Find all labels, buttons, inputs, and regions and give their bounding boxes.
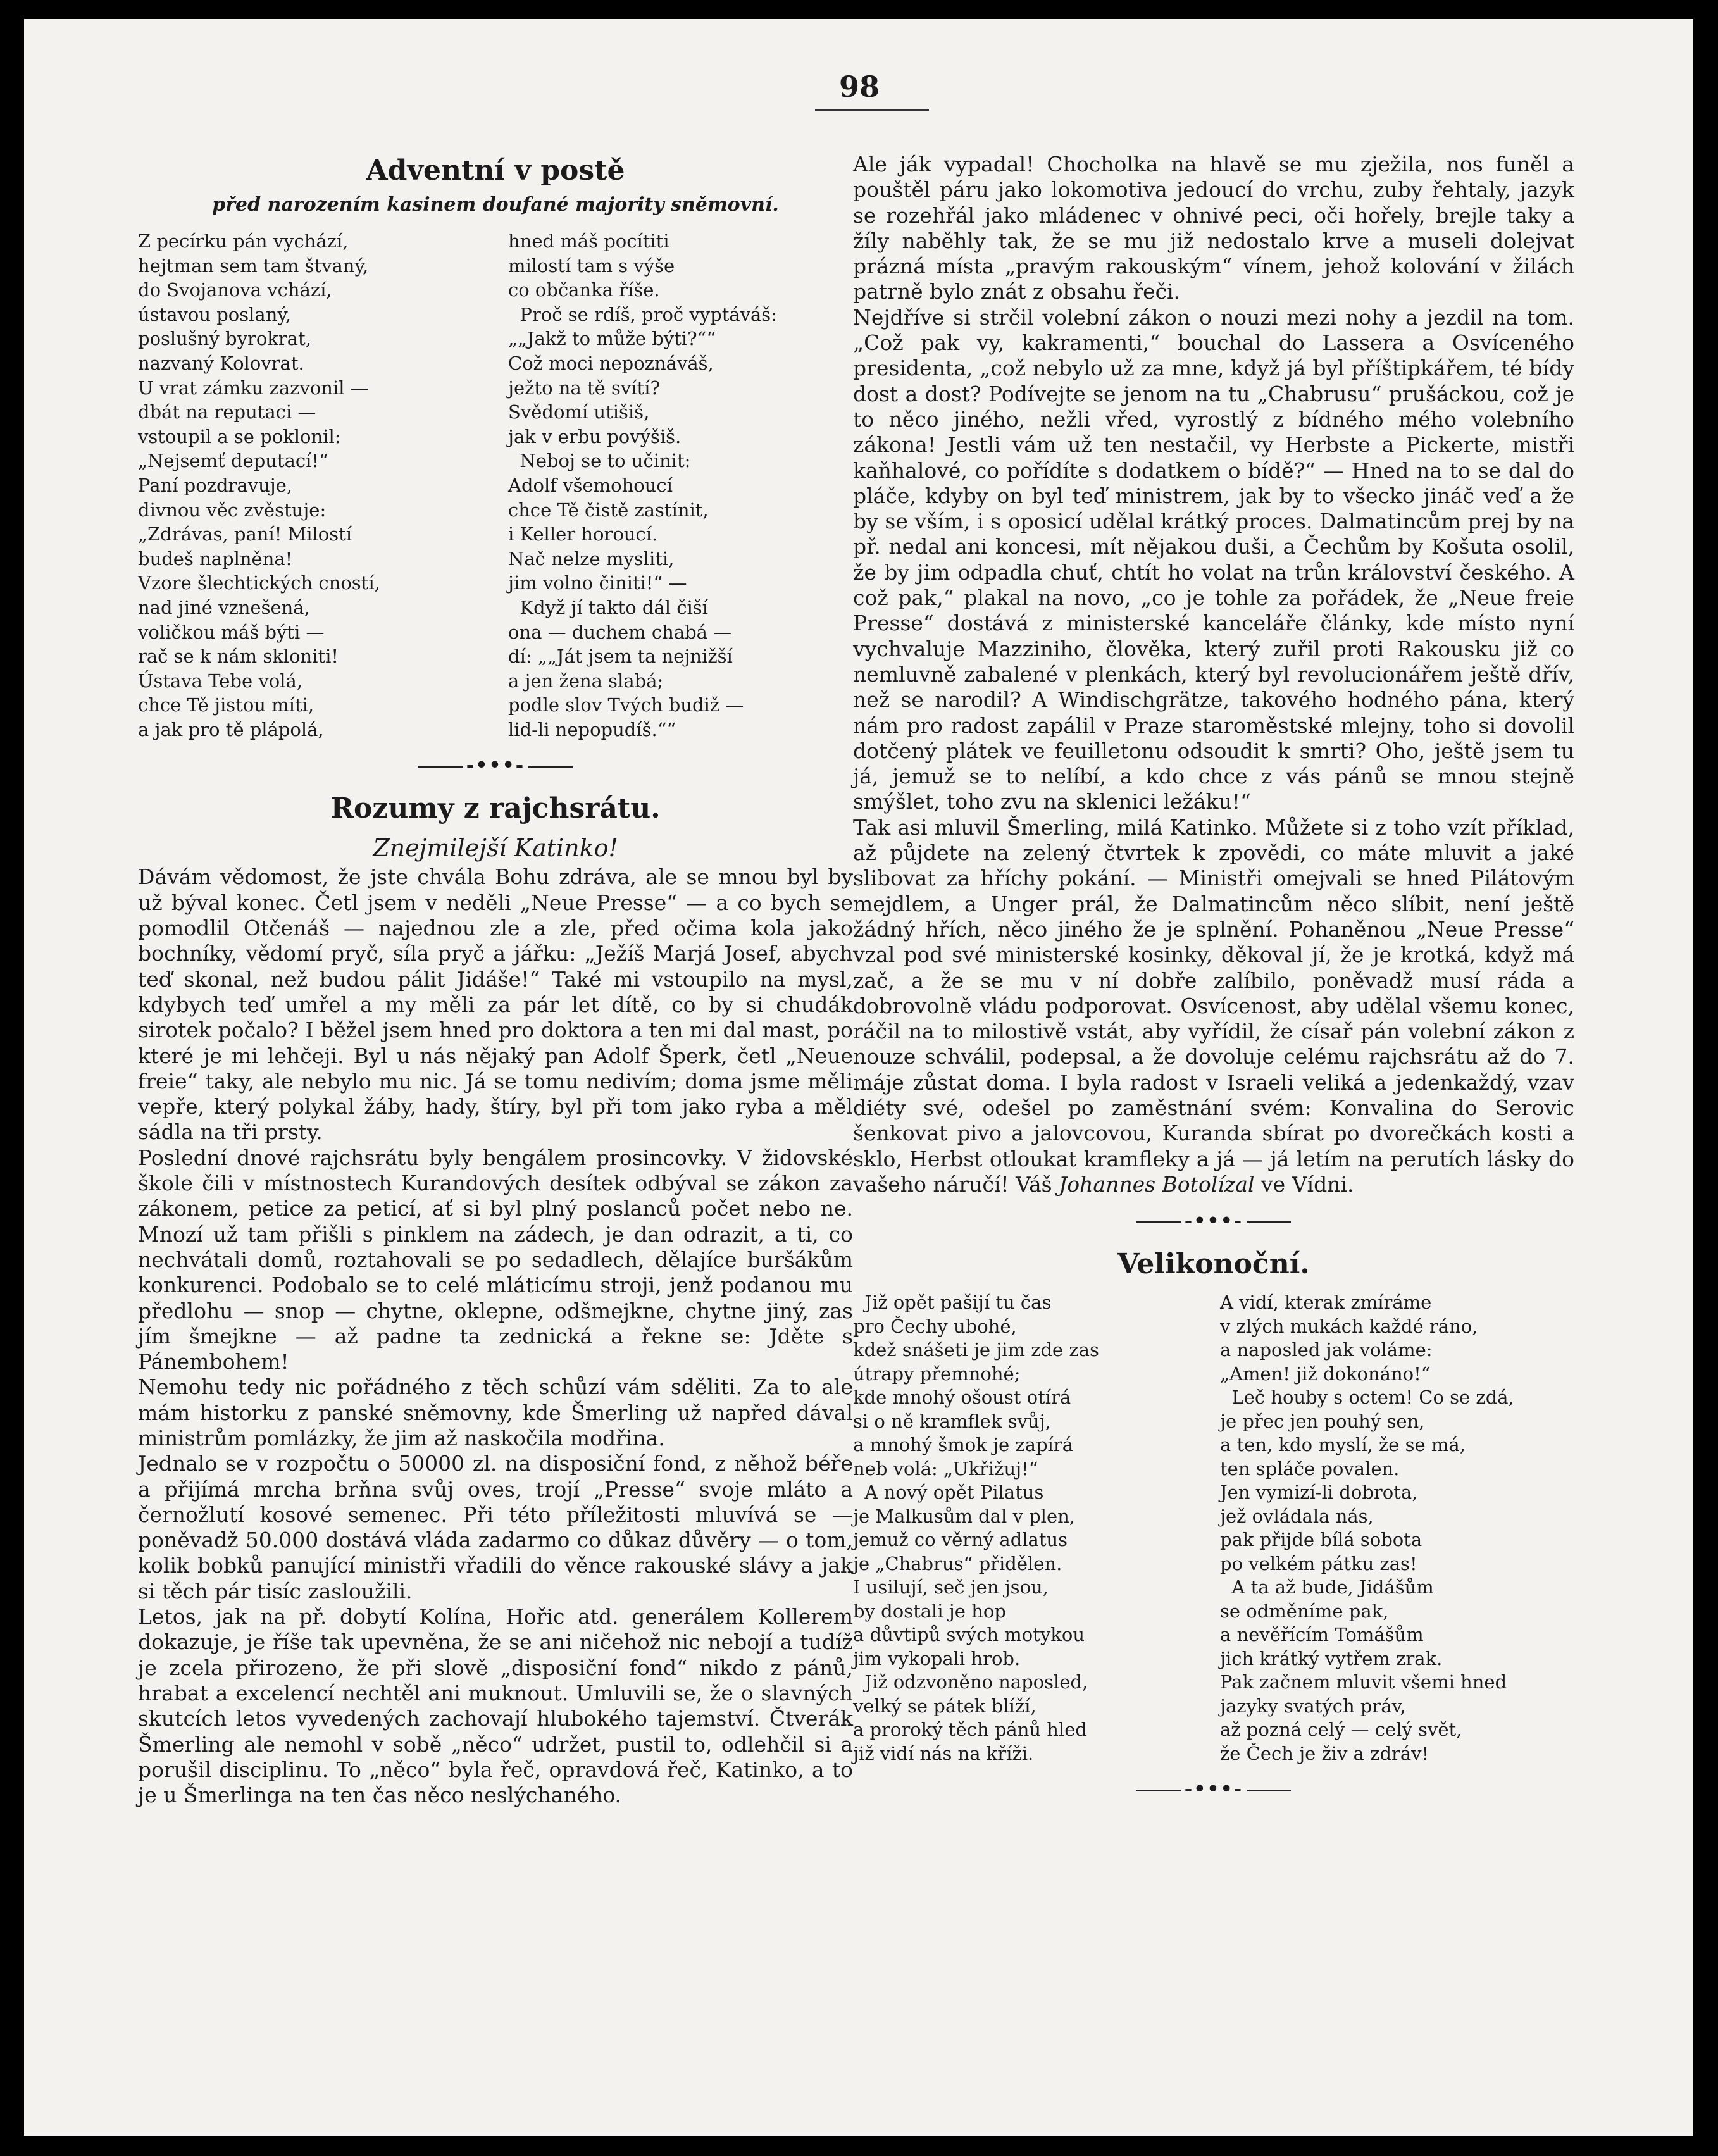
article-continuation	[853, 152, 1574, 1197]
poem1-column-1: Z pecírku pán vychází, hejtman sem tam štvaný, do Svojanova vchází, ústavou poslaný, poslušný byrokrat, nazvaný Kolovrat. U vrat zámku zazvonil — dbát na reputaci — vstoupil a se poklonil: „Nejsemť deputací!“ Paní pozdravuje, divnou věc zvěstuje: „Zdrávas, paní! Milostí budeš naplněna! Vzore šlechtických cností, nad jiné vznešená, voličkou máš býti — rač se k nám skloniti! Ústava Tebe volá, chce Tě jistou míti, a jak pro tě plápolá,	[138, 230, 380, 740]
poem1-body	[138, 229, 853, 742]
poem2-column-2: A vidí, kterak zmíráme v zlých mukách každé ráno, a naposled jak voláme: „Amen! již dokonáno!“ Leč houby s octem! Co se zdá, je přec jen pouhý sen, a ten, kdo myslí, že se má, ten spláče povalen. Jen vymizí-li dobrota, jež ovládala nás, pak přijde bílá sobota po velkém pátku zas! A ta až bude, Jidášům se odměníme pak, a nevěřícím Tomášům jich krátký vytřem zrak. Pak začnem mluvit všemi hned jazyky svatých práv, až pozná celý — celý svět, že Čech je živ a zdráv!	[1220, 1292, 1514, 1764]
poem1-column-2: hned máš pocítiti milostí tam s výše co občanka říše. Proč se rdíš, proč vyptáváš: „„Jakž to může býti?““ Což moci nepoznáváš, ježto na tě svítí? Svědomí utišiš, jak v erbu povýšiš. Neboj se to učinit: Adolf všemohoucí chce Tě čistě zastínit, i Keller horoucí. Nač nelze mysliti, jim volno činiti!“ — Když jí takto dál čiší ona — duchem chabá — dí: „„Ját jsem ta nejnižší a jen žena slabá; podle slov Tvých budiž — lid-li nepopudíš.““	[508, 230, 777, 740]
article-body: Dávám vědomost, že jste chvála Bohu zdráva, ale se mnou byl by už býval konec. Četl jsem v neděli „Neue Presse“ — a co bych se pomodlil Otčenáš — najednou zle a zle, před očima kola jako bochníky, vědomí pryč, síla pryč a jářku: „Ježíš Marjá Josef, abych teď skonal, než budou pálit Jidáše!“ Také mi vstoupilo na mysl, kdybych teď umřel a my měli za pár let dítě, co by si chudák sirotek počalo? I běžel jsem hned pro doktora a ten mi dal mast, po které je mi lehčeji. Byl u nás nějaký pan Adolf Šperk, četl „Neue freie“ taky, ale nebylo mu nic. Já se tomu nedivím; doma jsme měli vepře, který polykal žáby, hady, štíry, byl při tom jako ryba a měl sádla na tři prsty. Poslední dnové rajchsrátu byly bengálem prosincovky. V židovské škole čili v místnostech Kurandových desítek odbýval se zákon za zákonem, petice za peticí, ať si byl plný poslanců počet nebo ne. Mnozí už tam přišli s pinklem na zádech, je dan odrazit, a ti, co nechvátali domů, roztahovali se po sedadlech, dělajíce buršákům konkurenci. Podobalo se to celé mláticímu stroji, jenž podanou mu předlohu — snop — chytne, oklepne, odšmejkne, chytne jiný, zas jím šmejkne — až padne ta zednická a řekne se: Jděte s Pánembohem! Nemohu tedy nic pořádného z těch schůzí vám sděliti. Za to ale mám historku z panské sněmovny, kde Šmerling už napřed dával ministrům pomlázky, že jim až naskočila modřina. Jednalo se v rozpočtu o 50000 zl. na disposiční fond, z něhož béře a přijímá mrcha brňna svůj oves, trojí „Presse“ svoje mláto a černožlutí kosové semenec. Při této příležitosti mluvívá se — poněvadž 50.000 dostává vláda zadarmo co důkaz důvěry — o tom, kolik bobků panující ministři vřadili do věnce rakouské slávy a jak si těch pár tisíc zasloužili. Letos, jak na př. dobytí Kolína, Hořic atd. generálem Kollerem dokazuje, je říše tak upevněna, že se ani ničehož nic nebojí a tudíž je zcela přirozeno, že při slově „disposiční fond“ nikdo z pánů, hrabat a excelencí nechtěl ani muknout. Umluvili se, že o slavných skutcích letos vyvedených zachovají hlubokého tajemství. Čtverák Šmerling ale nemohl v sobě „něco“ udržet, pustil to, odlehčil si a porušil disciplinu. To „něco“ byla řeč, opravdová řeč, Katinko, a to je u Šmerlinga na ten čas něco neslýchaného.	[138, 864, 853, 1808]
poem2-column-1: Již opět pašijí tu čas pro Čechy ubohé, kdež snášeti je jim zde zas útrapy přemnohé; kde mnohý ošoust otírá si o ně kramflek svůj, a mnohý šmok je zapírá neb volá: „Ukřižuj!“ A nový opět Pilatus je Malkusům dal v plen, jemuž co věrný adlatus je „Chabrus“ přidělen. I usilují, seč jen jsou, by dostali je hop a důvtipů svých motykou jim vykopali hrob. Již odzvoněno naposled, velký se pátek blíží, a proroký těch pánů hled již vidí nás na kříži.	[853, 1292, 1099, 1764]
page-number-rule	[815, 109, 929, 111]
section-divider	[138, 753, 853, 778]
signature-name: Johannes Botolízal	[1059, 1171, 1255, 1197]
section-divider-right	[853, 1209, 1574, 1234]
right-column	[853, 152, 1574, 1814]
left-column	[138, 152, 853, 1808]
newspaper-page	[24, 19, 1693, 2136]
divider-ornament-right: -•••-	[1184, 1210, 1243, 1233]
end-divider-ornament: -•••-	[1184, 1778, 1243, 1801]
article-title: Rozumy z rajchsrátu.	[330, 792, 661, 825]
article-continuation-text: Ale ják vypadal! Chocholka na hlavě se mu zježila, nos funěl a pouštěl páru jako lokomotiva jedoucí do vrchu, zuby řehtaly, jazyk se rozehřál jako mládenec v ohnivé peci, oči hořely, brejle taky a žíly naběhly tak, že se mu již nedostalo krve a museli dolejvat prázná místa „pravým rakouským“ vínem, jehož kolování v žilách patrně bylo znát z obsahu řeči. Nejdříve si strčil volební zákon o nouzi mezi nohy a jezdil na tom. „Což pak vy, kakramenti,“ bouchal do Lassera a Osvíceného presidenta, „což nebylo už za mne, když já byl příštipkářem, té bídy dost a dost? Podívejte se jenom na tu „Chabrusu“ prušáckou, což je to něco jiného, nežli vřed, vyrostlý z bídného mého volebního zákona! Jestli vám už ten nestačil, vy Herbste a Pickerte, mistři kaňhalové, co pořídíte s dodatkem o bídě?“ — Hned na to se dal do pláče, kdyby on byl teď ministrem, jak by to všecko jináč veď a že by se vším, i s oposicí udělal krátký proces. Dalmatincům prej by na př. nedal ani koncesi, mít nějakou duši, a Čechům by Košuta osolil, že by jim odpadla chuť, chtít ho volat na trůn království českého. A což pak,“ plakal na novo, „co je tohle za pořádek, že „Neue freie Presse“ dostává z ministerské kanceláře články, kde místo nyní vychvaluje Mazziniho, člověka, který zuřil proti Rakousku již co nemluvně zabalené v plenkách, který byl revolucionářem ještě dřív, než se narodil? A Windischgrätze, takového hodného pána, který nám pro radost zapálil v Praze staroměstské mlejny, toho si dovolil dotčený plátek ve feuilletonu odsoudit k smrti? Oho, ještě jsem tu já, jemuž se to nelíbí, a kdo chce z vás pánů se mnou stejně smýšlet, toho zvu na sklenici ležáku!“ Tak asi mluvil Šmerling, milá Katinko. Můžete si z toho vzít příklad, až půjdete na zelený čtvrtek k zpovědi, co máte mluvit a jaké slibovat za hříchy pokání. — Ministři omejvali se hned Pilátovým mejdlem, a Unger prál, že Dalmatincům něco slíbit, není ještě žádný hřích, něco jiného že je splnění. Pohaněnou „Neue Presse“ vzal pod své ministerské kosinky, děkoval jí, že je krotká, když má zač, a že se mu v ní dobře zalíbilo, poněvadž musí ráda a dobrovolně vládu podporovat. Osvícenost, aby udělal všemu konec, ráčil na to milostivě vstát, aby vyřídil, že císař pán volební zákon z nouze schválil, podepsal, a že dovoluje celému rajchsrátu až do 7. máje zůstat doma. I byla radost v Israeli veliká a jedenkaždý, vzav diéty své, odešel po zaměstnání svém: Konvalina do Serovic šenkovat pivo a jalovcovou, Kuranda sbírat po dvorečkách kosti a sklo, Herbst otloukat kramfleky a já — já letím na perutích lásky do vašeho náručí! Váš	[853, 152, 1574, 1197]
page-number: 98	[838, 70, 880, 104]
end-divider	[853, 1777, 1574, 1802]
poem1-subtitle: před narozením kasinem doufané majority sněmovní.	[212, 194, 779, 216]
poem2-title: Velikonoční.	[1117, 1248, 1310, 1281]
poem2-body	[853, 1291, 1574, 1766]
divider-ornament: -•••-	[466, 754, 525, 777]
poem1-title: Adventní v postě	[366, 154, 625, 187]
signature-place: ve Vídni.	[1261, 1171, 1354, 1197]
article-salutation: Znejmilejší Katinko!	[373, 834, 618, 863]
